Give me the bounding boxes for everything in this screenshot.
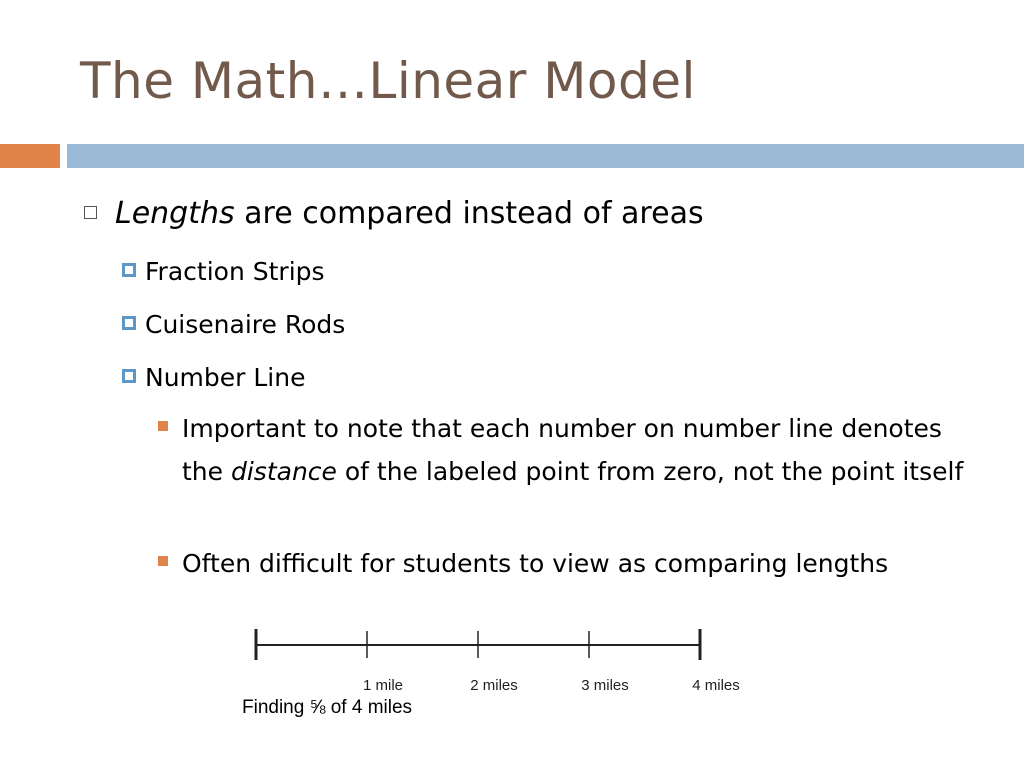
bullet-text: Often difficult for students to view as comparing lengths (182, 549, 889, 578)
text-before: Important to note that each number on number line denotes the (182, 414, 942, 486)
bullet-text: Cuisenaire Rods (145, 310, 346, 339)
number-line-tick-label: 2 miles (470, 677, 518, 694)
bullet-text: Fraction Strips (145, 257, 325, 286)
number-line-caption: Finding ⅝ of 4 miles (242, 697, 413, 718)
italic-lengths: Lengths (115, 196, 235, 231)
bullet-text: are compared instead of areas (234, 196, 704, 231)
number-line-tick-label: 1 mile (362, 677, 404, 694)
number-line-tick-label: 3 miles (581, 677, 629, 694)
italic-distance: distance (230, 457, 337, 486)
slide-title: The Math…Linear Model (80, 52, 696, 110)
bullet-text: Number Line (145, 363, 306, 392)
text-after: of the labeled point from zero, not the point itself (336, 457, 964, 486)
number-line-tick-label: 4 miles (692, 677, 740, 694)
